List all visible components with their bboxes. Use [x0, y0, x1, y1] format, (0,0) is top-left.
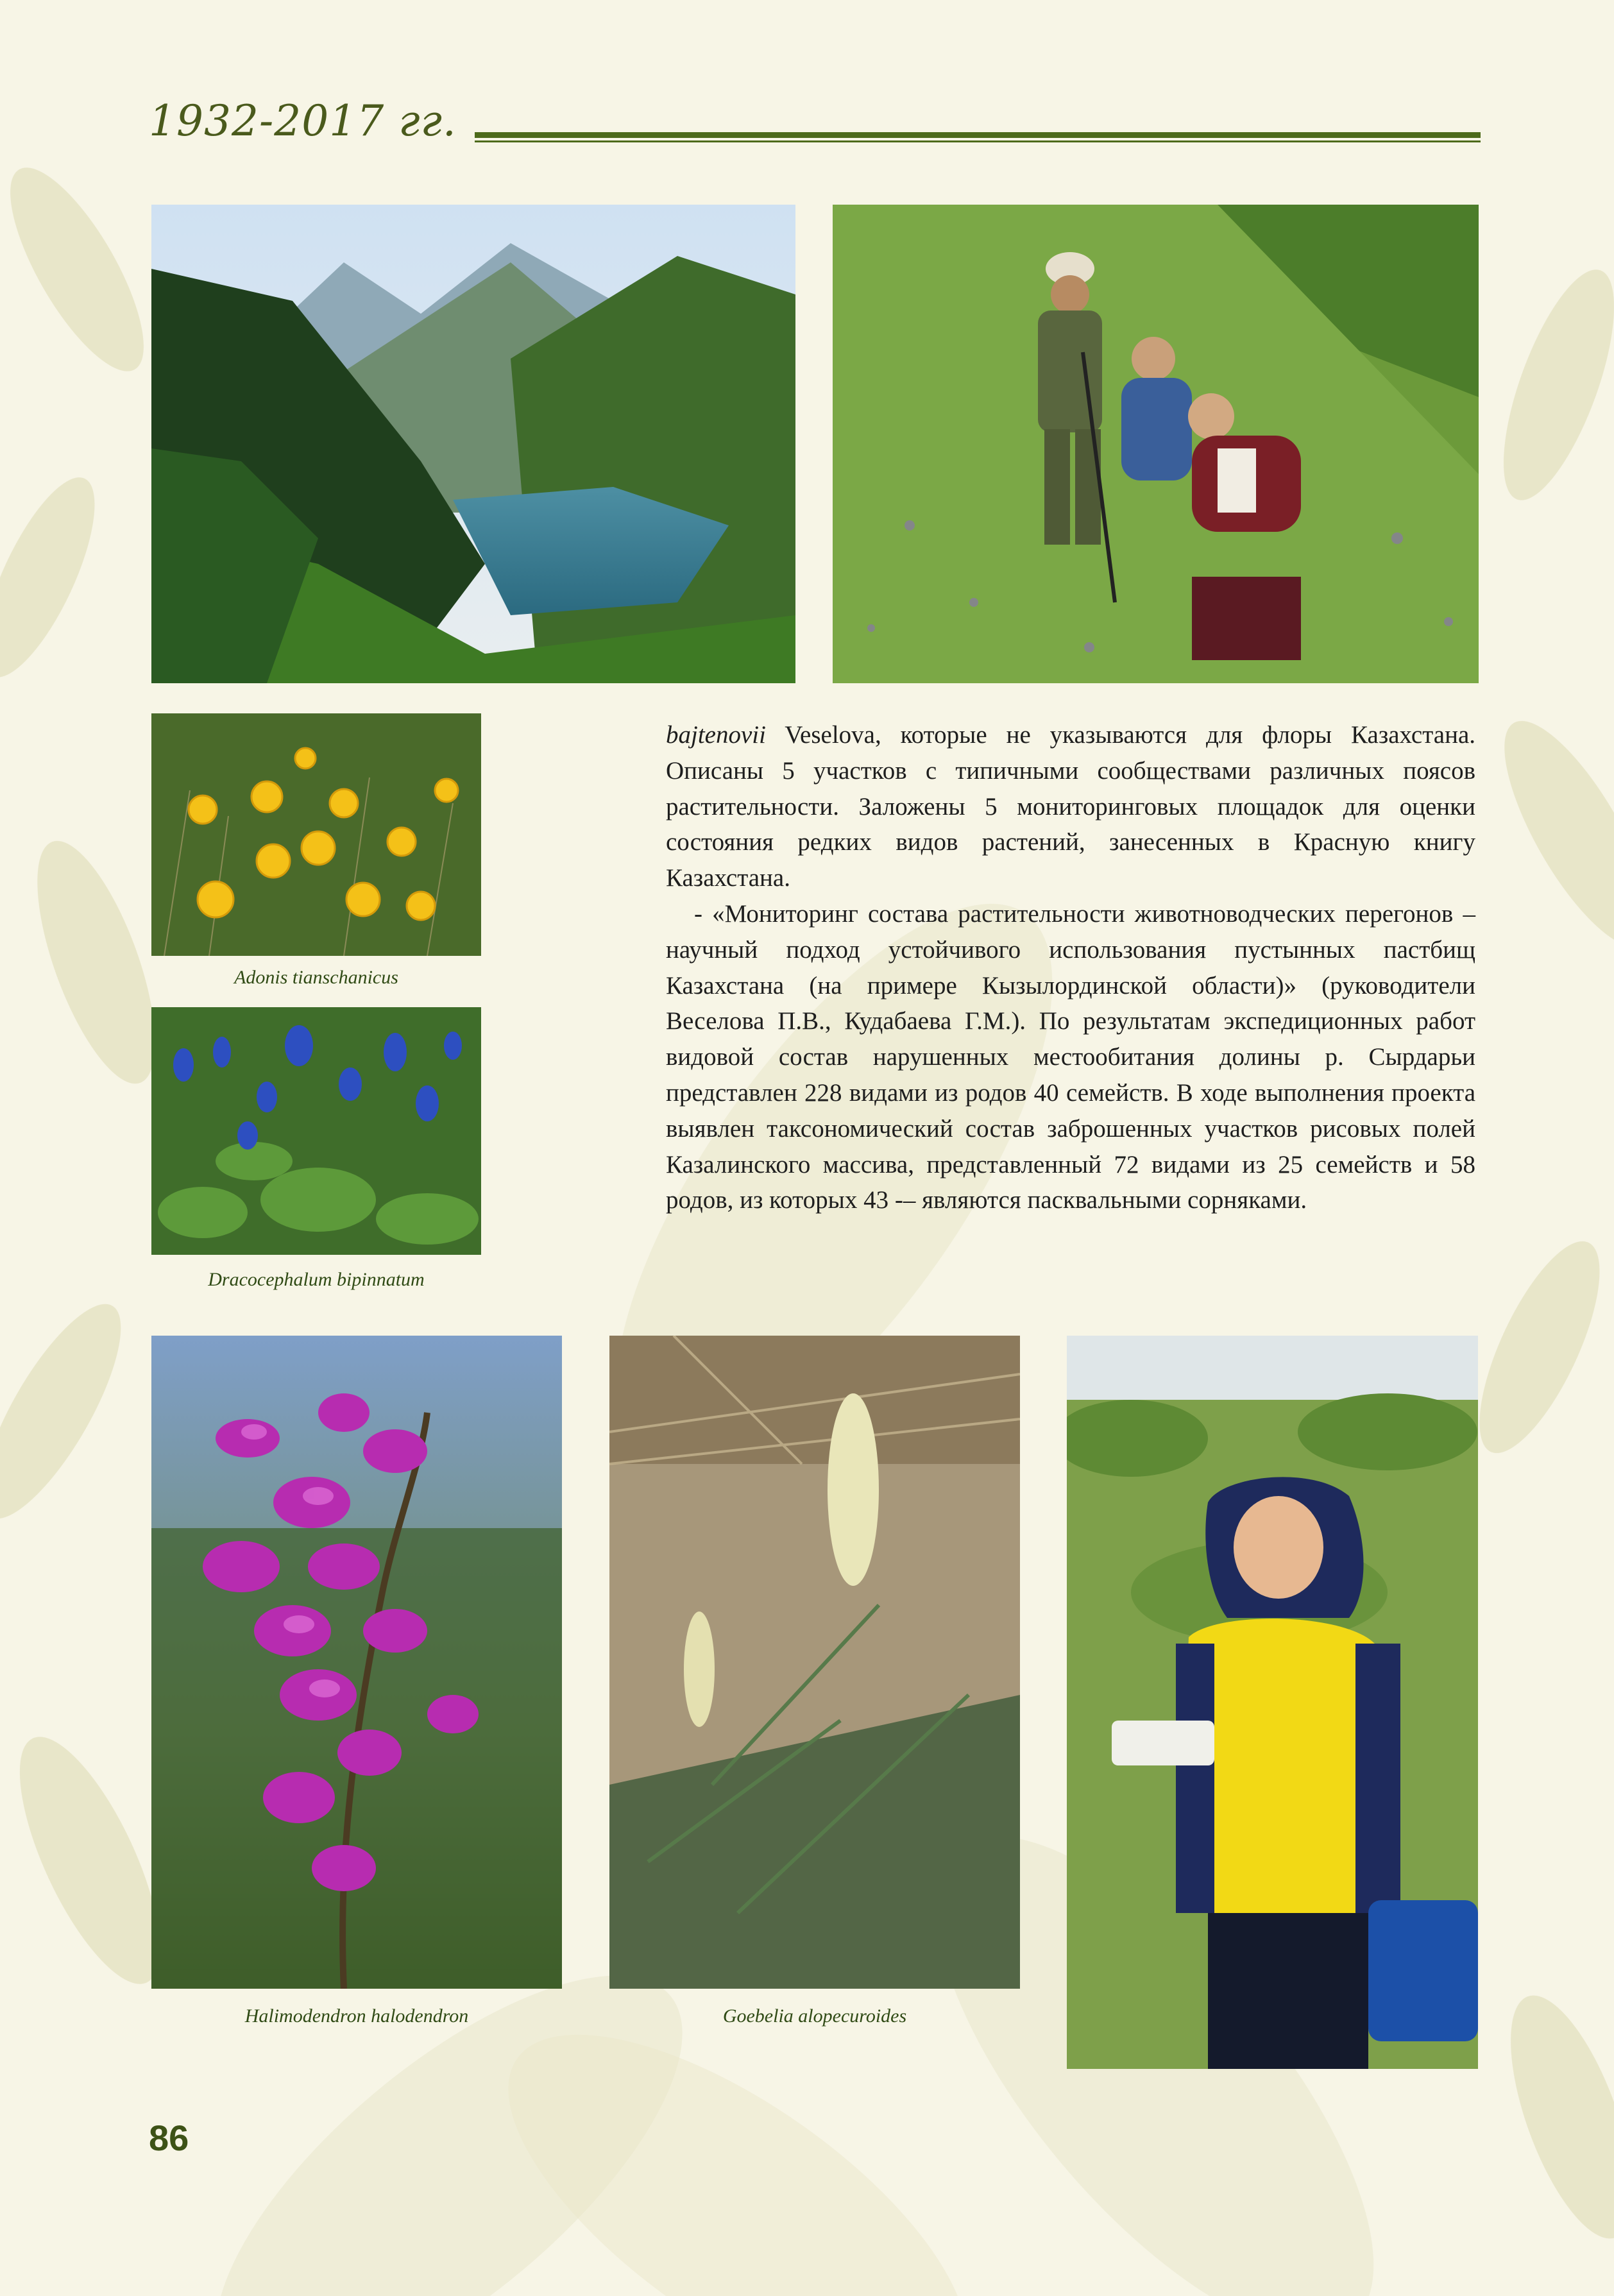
paragraph-1-text: Veselova, которые не указываются для флоры Казахстана. Описаны 5 участков с типичными сообществами различных поясов растительности. Заложены 5 мониторинговых площадок для оценки состояния редких видов растений, занесенных в Красную книгу Казахстана. [666, 721, 1475, 892]
header-rule [475, 132, 1481, 145]
photo-mountain-lake [151, 205, 795, 683]
caption-goebelia: Goebelia alopecuroides [722, 2005, 907, 2027]
photo-goebelia [609, 1336, 1020, 1989]
page-number: 86 [149, 2118, 189, 2158]
caption-halimodendron: Halimodendron halodendron [244, 2005, 469, 2027]
paragraph-2: - «Мониторинг состава растительности животноводческих перегонов – научный подход устойчивого использования пустынных пастбищ Казахстана (на примере Кызылординской области)» (руководители Веселова П.В., Кудабаева Г.М.). По результатам экспедиционных работ видовой состав нарушенных местообитания долины р. Сырдарьи представлен 228 видами из родов 40 семейств. В ходе выполнения проекта выявлен таксономический состав заброшенных участков рисовых полей Казалинского массива, представленный 72 видами из 25 семейств и 58 родов, из которых 43 -– являются пасквальными сорняками. [666, 899, 1475, 1214]
photo-researcher-notebook [1067, 1336, 1478, 2069]
paragraph-1 [666, 717, 1475, 896]
species-epithet: bajtenovii [666, 721, 766, 749]
header-title: 1932-2017 гг. [149, 96, 457, 146]
photo-adonis [151, 713, 481, 956]
header-rule-thin [475, 140, 1481, 142]
header-rule-thick [475, 132, 1481, 138]
caption-dracocephalum: Dracocephalum bipinnatum [208, 1269, 425, 1290]
caption-adonis: Adonis tianschanicus [234, 967, 398, 988]
photo-researchers-field [833, 205, 1479, 683]
body-text [666, 717, 1475, 1218]
photo-dracocephalum [151, 1007, 481, 1255]
photo-halimodendron [151, 1336, 562, 1989]
